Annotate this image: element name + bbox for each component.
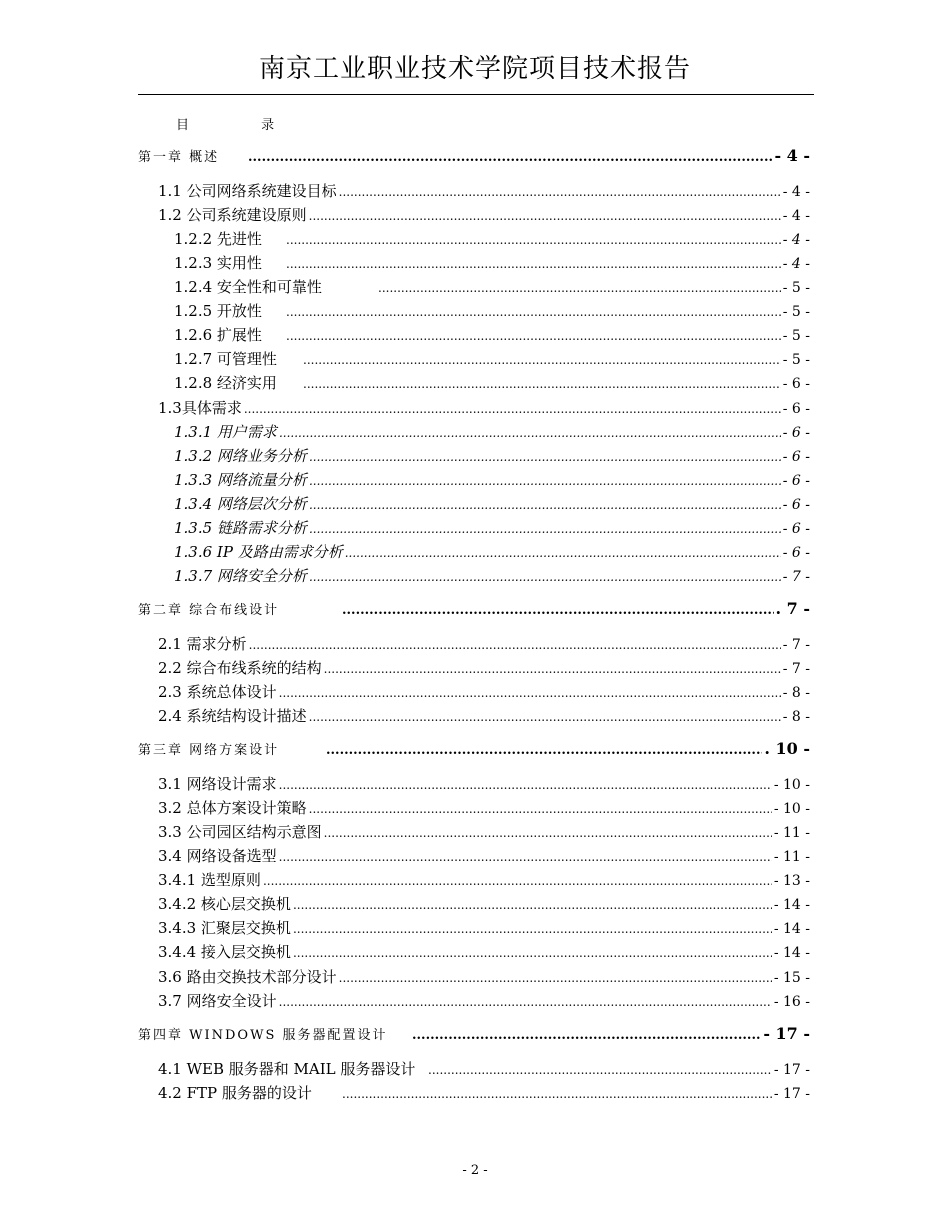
toc-entry-label: 1.3.6 IP 及路由需求分析 xyxy=(174,543,343,561)
toc-entry[interactable] xyxy=(158,204,810,225)
toc-entry-label: 4.1 WEB 服务器和 MAIL 服务器设计 xyxy=(158,1060,416,1078)
toc-page-number: . 7 - xyxy=(775,599,810,618)
toc-page-number: - 7 - xyxy=(782,637,810,653)
toc-entry-label: 1.3具体需求 xyxy=(158,399,242,417)
toc-entry-label: 2.1 需求分析 xyxy=(158,635,247,653)
toc-entry-label: 3.6 路由交换技术部分设计 xyxy=(158,968,337,986)
toc-leader xyxy=(293,898,772,912)
toc-leader xyxy=(279,426,781,440)
toc-page-number: - 6 - xyxy=(782,473,810,489)
toc-leader xyxy=(309,450,781,464)
page-footer-number: - 2 - xyxy=(462,1163,488,1178)
toc-page-number: - 6 - xyxy=(782,401,810,417)
toc-entry[interactable] xyxy=(174,517,810,538)
toc-page-number: - 6 - xyxy=(782,497,810,513)
toc-leader xyxy=(279,995,772,1009)
toc-entry[interactable] xyxy=(158,917,810,938)
toc-leader xyxy=(378,281,781,295)
toc-leader xyxy=(309,209,781,223)
toc-heading: 目 录 xyxy=(176,118,309,133)
toc-page-number: - 5 - xyxy=(782,352,810,368)
toc-entry-label: 第二章 综合布线设计 xyxy=(138,603,280,618)
toc-page-number: - 8 - xyxy=(782,709,810,725)
toc-page-number: - 6 - xyxy=(782,425,810,441)
toc-chapter-2[interactable] xyxy=(138,599,810,618)
toc-entry[interactable] xyxy=(158,893,810,914)
toc-entry-label: 2.3 系统总体设计 xyxy=(158,683,277,701)
toc-leader xyxy=(342,1087,772,1101)
toc-page-number: - 6 - xyxy=(782,449,810,465)
toc-entry[interactable] xyxy=(174,541,810,562)
toc-page-number: - 8 - xyxy=(782,685,810,701)
toc-page-number: - 14 - xyxy=(773,897,810,913)
toc-leader xyxy=(279,850,772,864)
toc-entry[interactable] xyxy=(174,300,810,321)
toc-entry[interactable] xyxy=(158,180,810,201)
toc-page-number: - 6 - xyxy=(782,521,810,537)
toc-entry-label: 3.7 网络安全设计 xyxy=(158,992,277,1010)
toc-page-number: - 17 - xyxy=(763,1024,810,1043)
toc-entry-label: 1.2.2 先进性 xyxy=(174,230,262,248)
toc-entry-label: 1.3.3 网络流量分析 xyxy=(174,471,307,489)
toc-entry[interactable] xyxy=(158,1082,810,1103)
toc-entry[interactable] xyxy=(158,869,810,890)
toc-page-number: - 11 - xyxy=(773,825,810,841)
toc-leader xyxy=(309,498,781,512)
toc-leader xyxy=(309,522,781,536)
toc-leader xyxy=(345,546,781,560)
toc-entry-label: 3.4.2 核心层交换机 xyxy=(158,895,291,913)
toc-page-number: - 7 - xyxy=(782,661,810,677)
toc-entry-label: 第四章 WINDOWS 服务器配置设计 xyxy=(138,1028,388,1043)
toc-leader xyxy=(286,257,781,271)
toc-page-number: - 6 - xyxy=(782,545,810,561)
toc-entry[interactable] xyxy=(158,657,810,678)
toc-entry-label: 3.2 总体方案设计策略 xyxy=(158,799,307,817)
toc-page-number: - 4 - xyxy=(782,208,810,224)
toc-entry-label: 1.1 公司网络系统建设目标 xyxy=(158,182,337,200)
toc-leader xyxy=(279,686,781,700)
toc-page-number: - 14 - xyxy=(773,945,810,961)
toc-leader xyxy=(286,233,781,247)
toc-page-number: - 4 - xyxy=(782,232,810,248)
toc-entry-label: 1.3.1 用户需求 xyxy=(174,423,277,441)
toc-leader xyxy=(412,1028,761,1043)
toc-entry[interactable] xyxy=(158,773,810,794)
toc-entry-label: 1.2.4 安全性和可靠性 xyxy=(174,278,322,296)
toc-entry[interactable] xyxy=(174,421,810,442)
toc-entry-label: 1.2.7 可管理性 xyxy=(174,350,277,368)
toc-entry[interactable] xyxy=(174,348,810,369)
toc-page-number: - 15 - xyxy=(773,970,810,986)
toc-entry-label: 3.4 网络设备选型 xyxy=(158,847,277,865)
toc-leader xyxy=(286,329,781,343)
toc-entry[interactable] xyxy=(174,565,810,586)
toc-entry-label: 3.4.1 选型原则 xyxy=(158,871,261,889)
toc-page-number: - 5 - xyxy=(782,280,810,296)
toc-entry[interactable] xyxy=(174,228,810,249)
toc-leader xyxy=(342,603,774,618)
toc-entry[interactable] xyxy=(158,821,810,842)
toc-entry-label: 3.4.4 接入层交换机 xyxy=(158,943,291,961)
toc-leader xyxy=(303,377,781,391)
toc-page-number: - 17 - xyxy=(773,1086,810,1102)
toc-page-number: . 10 - xyxy=(764,739,810,758)
toc-leader xyxy=(428,1063,772,1077)
toc-entry[interactable] xyxy=(158,941,810,962)
toc-chapter-4[interactable] xyxy=(138,1024,810,1043)
toc-entry-label: 3.1 网络设计需求 xyxy=(158,775,277,793)
toc-entry[interactable] xyxy=(158,633,810,654)
toc-leader xyxy=(339,185,781,199)
toc-entry[interactable] xyxy=(174,252,810,273)
toc-page-number: - 4 - xyxy=(774,146,810,165)
toc-entry[interactable] xyxy=(174,276,810,297)
toc-page-number: - 16 - xyxy=(773,994,810,1010)
toc-entry[interactable] xyxy=(174,372,810,393)
toc-entry[interactable] xyxy=(158,990,810,1011)
toc-entry-label: 第三章 网络方案设计 xyxy=(138,743,280,758)
toc-page-number: - 6 - xyxy=(782,376,810,392)
toc-page-number: - 5 - xyxy=(782,328,810,344)
toc-entry-label: 2.2 综合布线系统的结构 xyxy=(158,659,322,677)
toc-page-number: - 14 - xyxy=(773,921,810,937)
toc-page-number: - 4 - xyxy=(782,256,810,272)
toc-leader xyxy=(279,778,772,792)
toc-entry[interactable] xyxy=(158,397,810,418)
toc-entry-label: 4.2 FTP 服务器的设计 xyxy=(158,1084,312,1102)
toc-entry[interactable] xyxy=(158,845,810,866)
toc-entry-label: 1.3.5 链路需求分析 xyxy=(174,519,307,537)
toc-entry-label: 1.3.2 网络业务分析 xyxy=(174,447,307,465)
toc-entry-label: 3.4.3 汇聚层交换机 xyxy=(158,919,291,937)
toc-entry-label: 1.3.4 网络层次分析 xyxy=(174,495,307,513)
toc-entry-label: 1.2 公司系统建设原则 xyxy=(158,206,307,224)
toc-entry[interactable] xyxy=(158,797,810,818)
document-header-title: 南京工业职业技术学院项目技术报告 xyxy=(258,54,691,84)
toc-entry[interactable] xyxy=(174,445,810,466)
toc-entry-label: 1.2.8 经济实用 xyxy=(174,374,277,392)
toc-leader xyxy=(293,946,772,960)
toc-leader xyxy=(263,874,772,888)
toc-leader xyxy=(309,474,781,488)
toc-chapter-3[interactable] xyxy=(138,739,810,758)
toc-page-number: - 10 - xyxy=(773,801,810,817)
toc-leader xyxy=(249,638,781,652)
toc-leader xyxy=(248,150,772,165)
toc-entry[interactable] xyxy=(174,469,810,490)
toc-leader xyxy=(303,353,781,367)
toc-entry[interactable] xyxy=(158,1058,810,1079)
toc-entry[interactable] xyxy=(174,493,810,514)
toc-entry-label: 第一章 概述 xyxy=(138,150,220,165)
toc-entry-label: 3.3 公司园区结构示意图 xyxy=(158,823,322,841)
toc-leader xyxy=(339,971,772,985)
toc-leader xyxy=(324,826,772,840)
toc-page-number: - 4 - xyxy=(782,184,810,200)
toc-leader xyxy=(286,305,781,319)
toc-entry[interactable] xyxy=(158,705,810,726)
toc-entry-label: 1.2.6 扩展性 xyxy=(174,326,262,344)
toc-page-number: - 13 - xyxy=(773,873,810,889)
toc-entry[interactable] xyxy=(158,966,810,987)
toc-leader xyxy=(309,802,772,816)
toc-leader xyxy=(324,662,781,676)
toc-page-number: - 11 - xyxy=(773,849,810,865)
toc-entry[interactable] xyxy=(158,681,810,702)
toc-entry-label: 1.3.7 网络安全分析 xyxy=(174,567,307,585)
toc-entry-label: 1.2.3 实用性 xyxy=(174,254,262,272)
toc-page-number: - 5 - xyxy=(782,304,810,320)
toc-chapter-1[interactable] xyxy=(138,146,810,165)
toc-leader xyxy=(244,402,781,416)
toc-page-number: - 17 - xyxy=(773,1062,810,1078)
toc-leader xyxy=(293,922,772,936)
toc-leader xyxy=(309,570,781,584)
toc-leader xyxy=(326,743,762,758)
toc-entry[interactable] xyxy=(174,324,810,345)
toc-leader xyxy=(309,710,781,724)
toc-entry-label: 2.4 系统结构设计描述 xyxy=(158,707,307,725)
toc-page-number: - 10 - xyxy=(773,777,810,793)
toc-entry-label: 1.2.5 开放性 xyxy=(174,302,262,320)
toc-page-number: - 7 - xyxy=(782,569,810,585)
